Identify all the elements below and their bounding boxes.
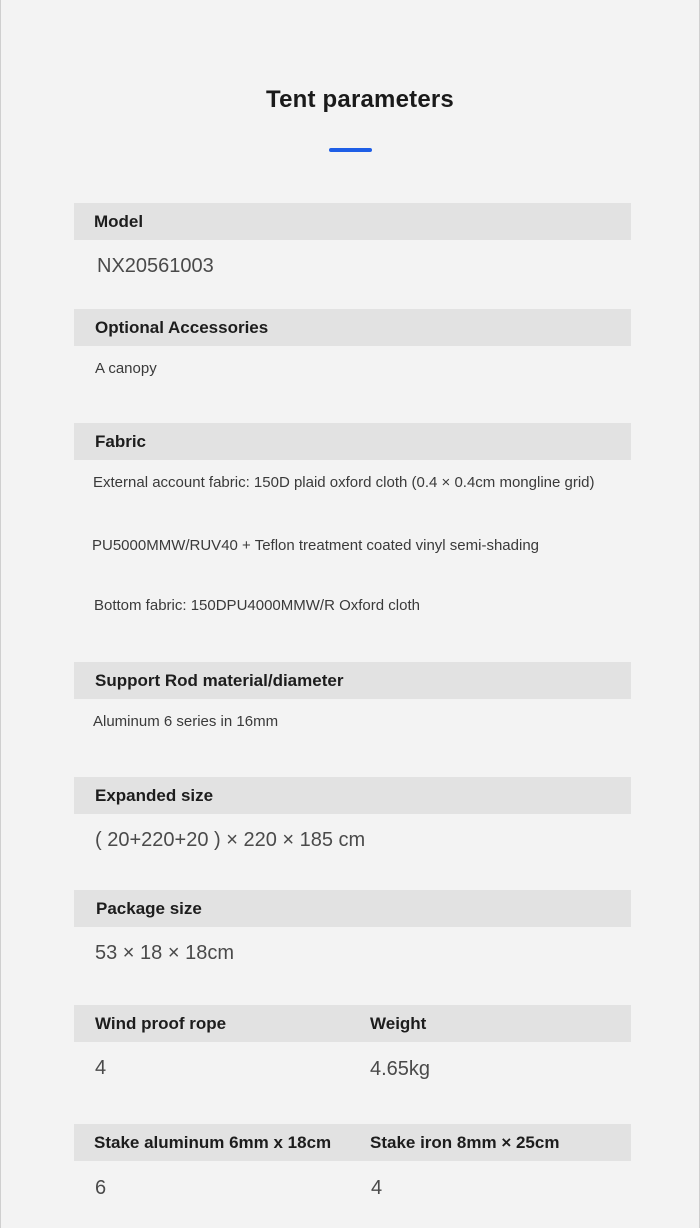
wind-rope-label: Wind proof rope	[95, 1014, 227, 1033]
expanded-size-header	[74, 777, 631, 814]
model-label: Model	[94, 212, 144, 231]
stake-aluminum-value: 6	[95, 1177, 107, 1199]
package-size-header	[74, 890, 631, 927]
expanded-size-value: ( 20+220+20 ) × 220 × 185 cm	[95, 829, 366, 851]
stake-iron-label: Stake iron 8mm × 25cm	[370, 1133, 560, 1152]
model-value: NX20561003	[97, 255, 214, 277]
stake-iron-value: 4	[371, 1177, 383, 1199]
package-size-value: 53 × 18 × 18cm	[95, 942, 234, 964]
rope-weight-header	[74, 1005, 631, 1042]
fabric-header	[74, 423, 631, 460]
fabric-line-3: Bottom fabric: 150DPU4000MMW/R Oxford cloth	[94, 597, 420, 614]
support-rod-value: Aluminum 6 series in 16mm	[93, 713, 279, 730]
model-header	[74, 203, 631, 240]
stake-aluminum-label: Stake aluminum 6mm x 18cm	[94, 1133, 332, 1152]
fabric-label: Fabric	[95, 432, 147, 451]
optional-accessories-value: A canopy	[95, 360, 157, 377]
package-size-label: Package size	[96, 899, 202, 918]
optional-accessories-label: Optional Accessories	[95, 318, 269, 337]
optional-accessories-header	[74, 309, 631, 346]
expanded-size-label: Expanded size	[95, 786, 214, 805]
weight-value: 4.65kg	[370, 1058, 431, 1080]
weight-label: Weight	[370, 1014, 427, 1033]
fabric-line-2: PU5000MMW/RUV40 + Teflon treatment coated vinyl semi-shading	[92, 537, 540, 554]
wind-rope-value: 4	[95, 1057, 107, 1079]
page-title: Tent parameters	[266, 86, 454, 113]
page-left-border	[0, 0, 1, 1228]
stakes-header	[74, 1124, 631, 1161]
fabric-line-1: External account fabric: 150D plaid oxford cloth (0.4 × 0.4cm mongline grid)	[93, 474, 595, 491]
support-rod-header	[74, 662, 631, 699]
support-rod-label: Support Rod material/diameter	[95, 671, 344, 690]
title-underline-accent	[329, 148, 372, 152]
